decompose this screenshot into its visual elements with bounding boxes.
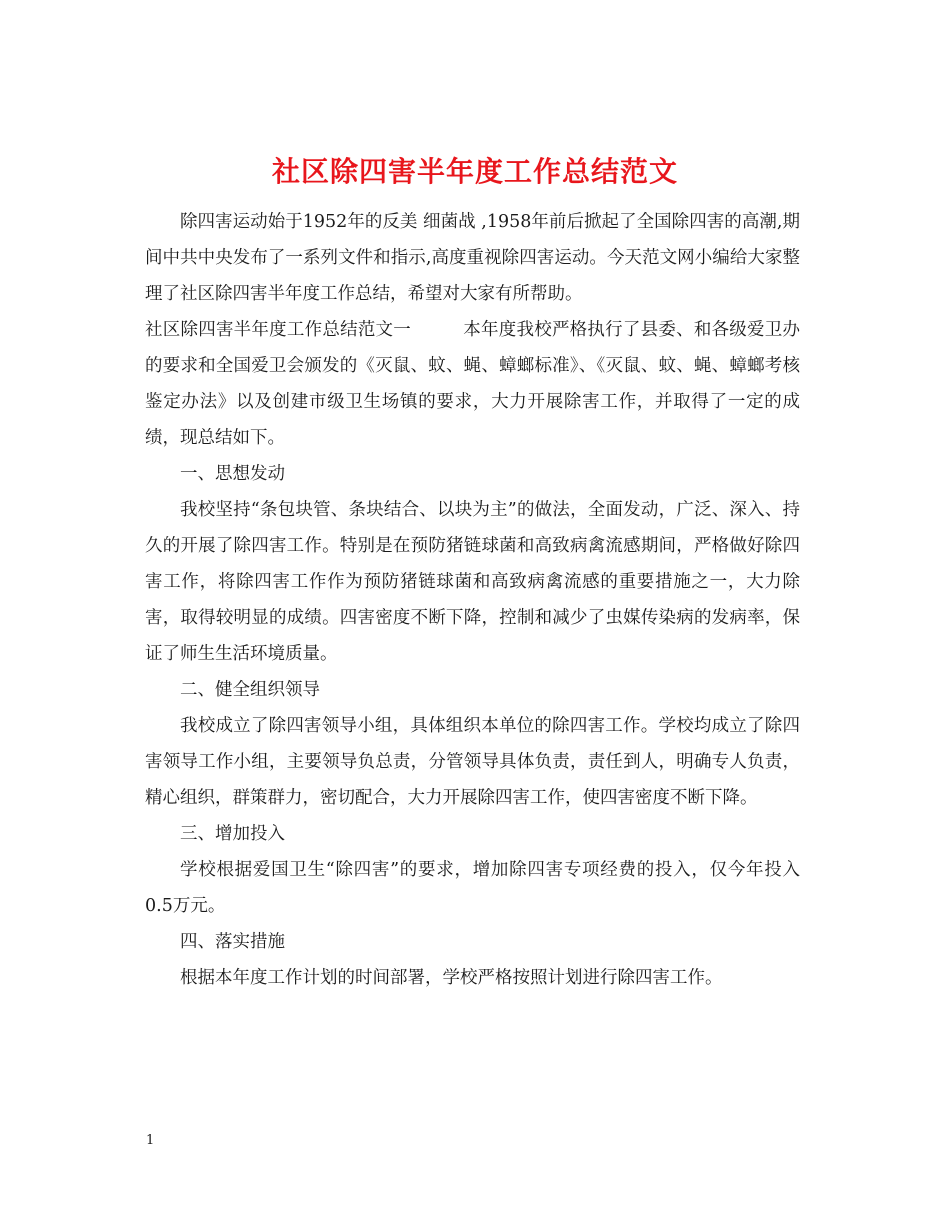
page-number: 1 [146, 1133, 155, 1148]
article-label: 社区除四害半年度工作总结范文一 [145, 320, 412, 340]
section-paragraph: 根据本年度工作计划的时间部署，学校严格按照计划进行除四害工作。 [180, 968, 723, 988]
section-paragraph: 我校成立了除四害领导小组，具体组织本单位的除四害工作。学校均成立了除四害领导工作小组，主要领导负总责，分管领导具体负责，责任到人，明确专人负责，精心组织，群策群力，密切配合，大力开展除四害工作，使四害密度不断下降。 [145, 716, 800, 808]
document-title: 社区除四害半年度工作总结范文 [271, 154, 678, 188]
section-paragraph: 我校坚持“条包块管、条块结合、以块为主”的做法，全面发动，广泛、深入、持久的开展了除四害工作。特别是在预防猪链球菌和高致病禽流感期间，严格做好除四害工作，将除四害工作作为预防猪链球菌和高致病禽流感的重要措施之一，大力除害，取得较明显的成绩。四害密度不断下降，控制和减少了虫媒传染病的发病率，保证了师生生活环境质量。 [145, 500, 800, 664]
article-lead: 本年度我校严格执行了县委、和各级爱卫办的要求和全国爱卫会颁发的《灭鼠、蚊、蝇、蟑螂标准》、《灭鼠、蚊、蝇、蟑螂考核鉴定办法》以及创建市级卫生场镇的要求，大力开展除害工作，并取得了一定的成绩，现总结如下。 [145, 320, 801, 448]
section-heading: 三、增加投入 [180, 824, 285, 844]
document-body [145, 204, 800, 996]
intro-paragraph: 除四害运动始于1952年的反美 细菌战 ,1958年前后掀起了全国除四害的高潮,期间中共中央发布了一系列文件和指示,高度重视除四害运动。今天范文网小编给大家整理了社区除四害半年度工作总结，希望对大家有所帮助。 [145, 212, 800, 304]
article-lead-paragraph [145, 312, 800, 456]
section-heading: 四、落实措施 [180, 932, 285, 952]
section-paragraph: 学校根据爱国卫生“除四害”的要求，增加除四害专项经费的投入，仅今年投入0.5万元。 [145, 860, 800, 916]
section-heading: 一、思想发动 [180, 464, 285, 484]
section-heading: 二、健全组织领导 [180, 680, 320, 700]
